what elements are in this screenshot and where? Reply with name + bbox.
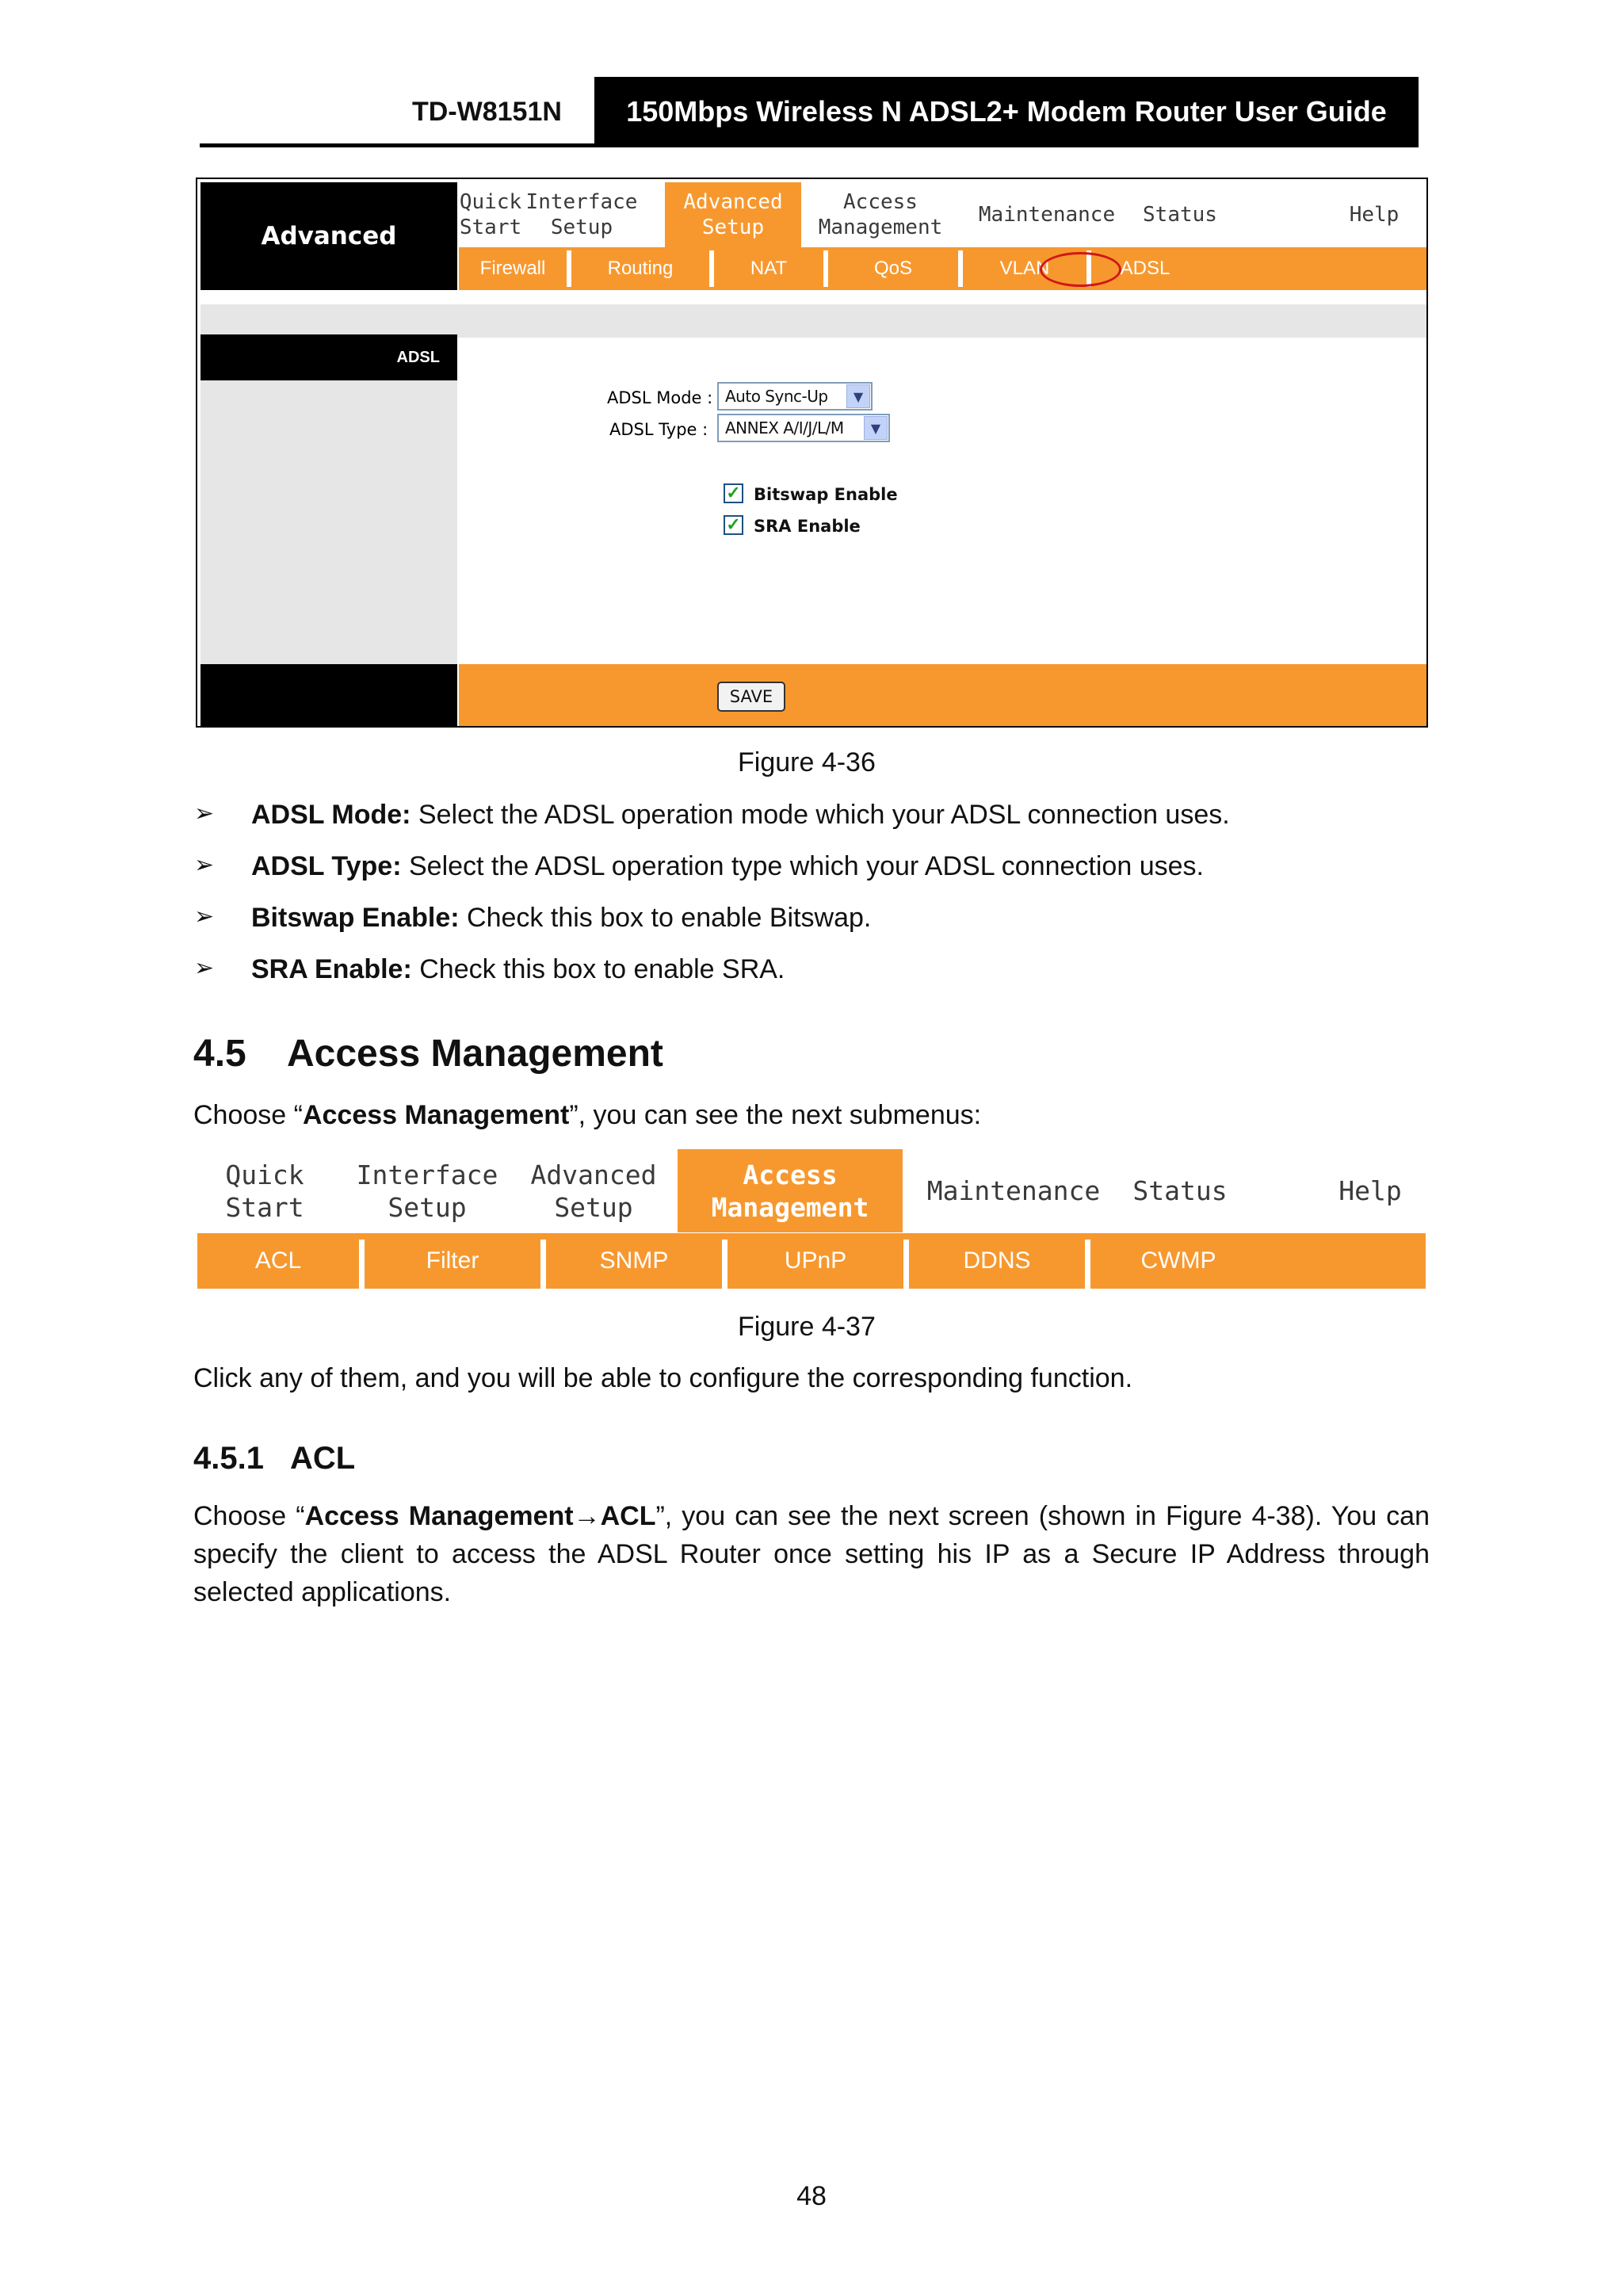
header-rule (200, 143, 1419, 147)
adsl-highlight-circle (1040, 252, 1121, 287)
subtab-snmp[interactable]: SNMP (599, 1247, 669, 1274)
subtab-filter[interactable]: Filter (426, 1247, 479, 1274)
bullet-term: ADSL Mode: (251, 800, 411, 830)
subtab-cwmp[interactable]: CWMP (1140, 1247, 1216, 1274)
footer-left (200, 664, 457, 728)
left-column (200, 338, 457, 670)
section-title: Access Management (287, 1033, 663, 1075)
sra-label: SRA Enable (754, 517, 861, 536)
section-number: 4.5 (193, 1033, 246, 1075)
intro-post: ”, you can see the next submenus: (569, 1100, 982, 1130)
chevron-down-icon: ▼ (846, 384, 870, 408)
bullet-text: Check this box to enable Bitswap. (459, 903, 872, 933)
tab-maintenance[interactable]: Maintenance (978, 203, 1116, 227)
subtab-adsl[interactable]: ADSL (1120, 258, 1170, 279)
subnav-separator (903, 1240, 909, 1289)
subnav-separator (359, 1240, 365, 1289)
page-number: 48 (796, 2181, 827, 2211)
figure-access-management-nav (197, 1149, 1426, 1290)
adsl-mode-label: ADSL Mode : (607, 388, 713, 407)
adsl-type-value: ANNEX A/I/J/L/M (725, 418, 844, 437)
subtab-acl[interactable]: ACL (254, 1247, 302, 1274)
adsl-mode-value: Auto Sync-Up (725, 387, 828, 406)
brand-label: Advanced (200, 182, 457, 290)
intro-bold: Access Management (302, 1100, 570, 1130)
adsl-mode-select[interactable] (717, 382, 873, 411)
subnav-separator (1085, 1240, 1090, 1289)
bullet-term: ADSL Type: (251, 851, 402, 881)
tab-advanced-setup[interactable]: Advanced Setup (665, 182, 801, 247)
subnav-separator (540, 1240, 546, 1289)
tab-interface-setup[interactable]: Interface Setup (356, 1159, 498, 1223)
tab-quick-start[interactable]: Quick Start (225, 1159, 304, 1223)
subsection-number: 4.5.1 (193, 1441, 264, 1476)
subtab-upnp[interactable]: UPnP (784, 1247, 847, 1274)
para-bold: Access Management→ACL (304, 1501, 656, 1531)
tab-access-management[interactable]: Access Management (818, 190, 943, 239)
subsection-paragraph (193, 1497, 1430, 1611)
arrow-icon: ➢ (194, 852, 215, 878)
sub-nav (459, 247, 1426, 290)
subtab-vlan[interactable]: VLAN (999, 258, 1050, 279)
top-nav (459, 182, 1426, 247)
bullet-text: Select the ADSL operation type which your ADSL connection uses. (401, 851, 1204, 881)
header-model: TD-W8151N (412, 97, 562, 127)
subtab-firewall[interactable]: Firewall (479, 258, 546, 279)
figure-adsl-screenshot (196, 178, 1428, 728)
subsection-title: ACL (290, 1441, 356, 1476)
adsl-type-select[interactable] (717, 414, 890, 442)
save-button[interactable]: SAVE (717, 682, 785, 712)
bitswap-label: Bitswap Enable (754, 485, 898, 504)
figure-caption: Figure 4-36 (738, 747, 876, 777)
bullet-text: Check this box to enable SRA. (411, 954, 785, 984)
chevron-down-icon: ▼ (864, 416, 888, 440)
bitswap-checkbox[interactable]: ✓ (724, 483, 743, 503)
tab-help[interactable]: Help (1349, 203, 1400, 227)
intro-pre: Choose “ (193, 1100, 303, 1130)
subtab-routing[interactable]: Routing (607, 258, 674, 279)
section-heading (193, 1032, 663, 1075)
gray-band (200, 304, 1426, 338)
arrow-icon: ➢ (194, 904, 215, 930)
para-pre: Choose “ (193, 1501, 305, 1531)
arrow-icon: ➢ (194, 955, 215, 981)
subnav-separator (722, 1240, 727, 1289)
tab-status[interactable]: Status (1132, 1175, 1228, 1206)
bullet-term: Bitswap Enable: (251, 903, 460, 933)
sra-checkbox[interactable]: ✓ (724, 515, 743, 535)
subtab-nat[interactable]: NAT (750, 258, 788, 279)
sub-nav (197, 1233, 1426, 1289)
tab-quick-start[interactable]: Quick Start (459, 190, 522, 239)
body-text: Click any of them, and you will be able to configure the corresponding function. (193, 1363, 1133, 1393)
header-title: 150Mbps Wireless N ADSL2+ Modem Router User Guide (594, 77, 1419, 147)
adsl-type-label: ADSL Type : (609, 420, 708, 439)
bullet-term: SRA Enable: (251, 954, 412, 984)
tab-advanced-setup[interactable]: Advanced Setup (530, 1159, 657, 1223)
figure-caption: Figure 4-37 (738, 1312, 876, 1342)
subtab-ddns[interactable]: DDNS (963, 1247, 1031, 1274)
tab-status[interactable]: Status (1143, 203, 1217, 227)
bullet-text: Select the ADSL operation mode which your ADSL connection uses. (411, 800, 1230, 830)
subtab-qos[interactable]: QoS (873, 258, 913, 279)
subsection-heading (193, 1441, 355, 1477)
section-label: ADSL (200, 334, 457, 380)
para-post: ”, you can see the next screen (shown in Figure 4-38). You can specify the client to access the ADSL Router once setting his IP as a Secure IP Address through selected applications. (193, 1501, 1430, 1607)
tab-maintenance[interactable]: Maintenance (926, 1175, 1101, 1206)
section-intro (193, 1100, 1430, 1131)
tab-interface-setup[interactable]: Interface Setup (525, 190, 638, 239)
tab-access-management[interactable]: Access Management (678, 1149, 903, 1232)
footer-bar (459, 664, 1426, 728)
tab-help[interactable]: Help (1338, 1175, 1402, 1206)
arrow-icon: ➢ (194, 800, 215, 827)
